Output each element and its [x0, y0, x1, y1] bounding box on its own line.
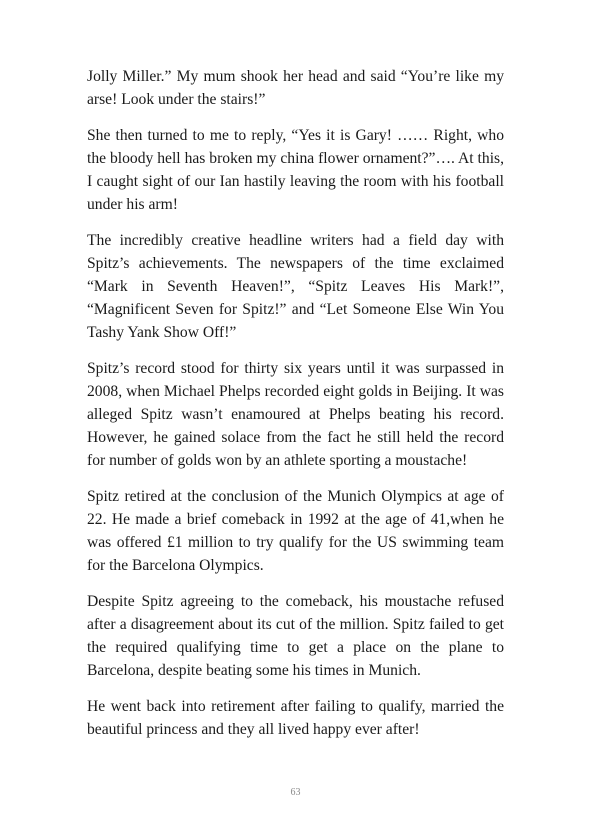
paragraph-1: Jolly Miller.” My mum shook her head and said “You’re like my arse! Look under the stairs!”: [87, 68, 504, 108]
body-text: [87, 65, 504, 741]
paragraph-4: Spitz’s record stood for thirty six years until it was surpassed in 2008, when Michael Phelps recorded eight golds in Beijing. It was alleged Spitz wasn’t enamoured at Phelps beating his record. However, he gained solace from the fact he still held the record for number of golds won by an athlete sporting a moustache!: [87, 360, 504, 469]
page-number: 63: [290, 787, 301, 798]
paragraph-2: She then turned to me to reply, “Yes it is Gary! …… Right, who the bloody hell has broken my china flower ornament?”…. At this, I caught sight of our Ian hastily leaving the room with his football under his arm!: [87, 127, 504, 213]
paragraph-5: Spitz retired at the conclusion of the Munich Olympics at age of 22. He made a brief comeback in 1992 at the age of 41,when he was offered £1 million to try qualify for the US swimming team for the Barcelona Olympics.: [87, 488, 504, 574]
paragraph-3: The incredibly creative headline writers had a field day with Spitz’s achievements. The newspapers of the time exclaimed “Mark in Seventh Heaven!”, “Spitz Leaves His Mark!”, “Magnificent Seven for Spitz!” and “Let Someone Else Win You Tashy Yank Show Off!”: [87, 232, 504, 341]
paragraph-6: Despite Spitz agreeing to the comeback, his moustache refused after a disagreement about its cut of the million. Spitz failed to get the required qualifying time to get a place on the plane to Barcelona, despite beating some his times in Munich.: [87, 593, 504, 679]
paragraph-7: He went back into retirement after failing to qualify, married the beautiful princess and they all lived happy ever after!: [87, 698, 504, 738]
